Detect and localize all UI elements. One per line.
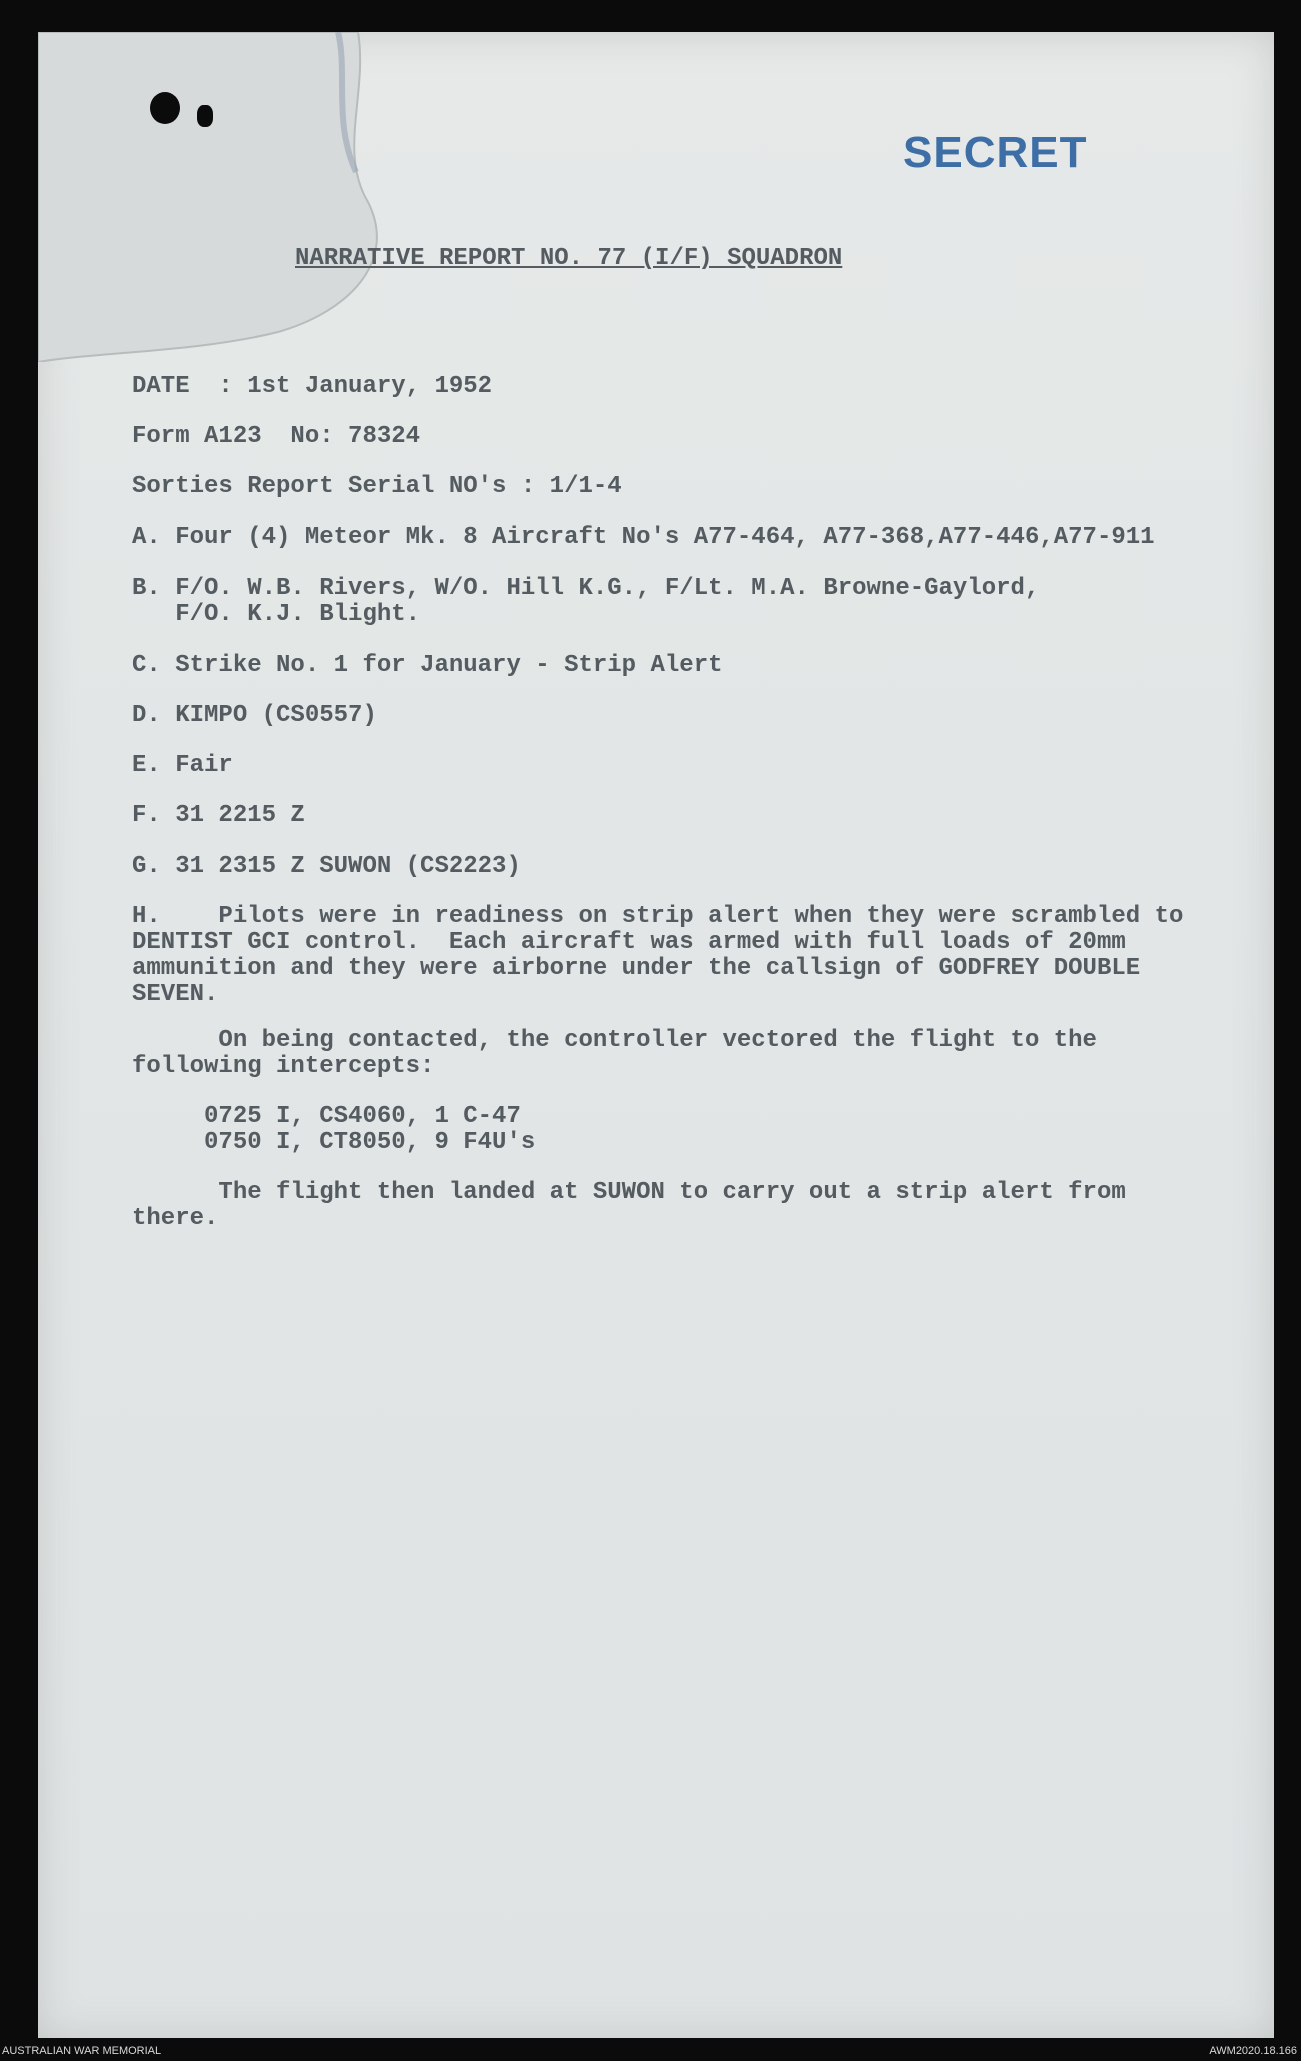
secret-stamp: SECRET [903, 128, 1088, 177]
report-title: NARRATIVE REPORT NO. 77 (I/F) SQUADRON [295, 245, 843, 272]
paragraph-landed-line2: there. [132, 1205, 219, 1232]
item-h-line4: SEVEN. [132, 981, 219, 1008]
item-b-line1: B. F/O. W.B. Rivers, W/O. Hill K.G., F/Lt. M.A. Browne-Gaylord, [132, 575, 1040, 602]
paragraph-landed-line1: The flight then landed at SUWON to carry out a strip alert from [132, 1179, 1126, 1206]
intercept-1: 0725 I, CS4060, 1 C-47 [132, 1103, 521, 1130]
item-b-line2: F/O. K.J. Blight. [132, 601, 421, 628]
item-h-line1: H. Pilots were in readiness on strip alert when they were scrambled to [132, 903, 1184, 930]
form-line: Form A123 No: 78324 [132, 423, 421, 450]
item-g: G. 31 2315 Z SUWON (CS2223) [132, 853, 521, 880]
intercept-2: 0750 I, CT8050, 9 F4U's [132, 1129, 536, 1156]
item-a: A. Four (4) Meteor Mk. 8 Aircraft No's A77-464, A77-368,A77-446,A77-911 [132, 524, 1155, 551]
paragraph-contacted-line1: On being contacted, the controller vectored the flight to the [132, 1027, 1097, 1054]
footer-institution: AUSTRALIAN WAR MEMORIAL [2, 2045, 162, 2057]
paragraph-contacted-line2: following intercepts: [132, 1053, 435, 1080]
item-h-line3: ammunition and they were airborne under the callsign of GODFREY DOUBLE [132, 955, 1141, 982]
item-d: D. KIMPO (CS0557) [132, 702, 377, 729]
footer-reference: AWM2020.18.166 [1209, 2045, 1297, 2057]
date-line: DATE : 1st January, 1952 [132, 373, 493, 400]
item-f: F. 31 2215 Z [132, 802, 305, 829]
punch-hole [150, 92, 180, 124]
punch-hole-small [197, 105, 213, 127]
item-h-line2: DENTIST GCI control. Each aircraft was armed with full loads of 20mm [132, 929, 1126, 956]
sorties-line: Sorties Report Serial NO's : 1/1-4 [132, 473, 622, 500]
item-e: E. Fair [132, 752, 233, 779]
torn-corner [38, 32, 398, 362]
item-c: C. Strike No. 1 for January - Strip Alert [132, 652, 723, 679]
